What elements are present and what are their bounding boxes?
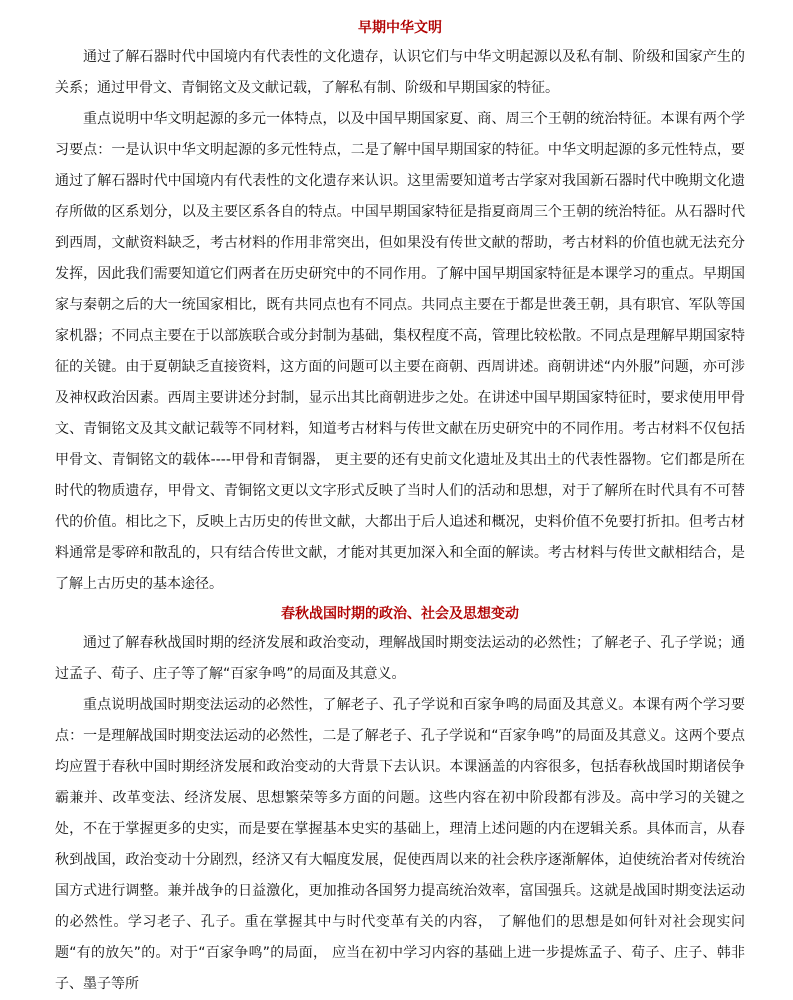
section-title: 春秋战国时期的政治、社会及思想变动: [281, 606, 519, 622]
paragraph: 通过了解石器时代中国境内有代表性的文化遗存，认识它们与中华文明起源以及私有制、阶级和国家产生的关系；通过甲骨文、青铜铭文及文献记载，了解私有制、阶级和早期国家的特征。: [55, 49, 745, 96]
paragraph: 重点说明中华文明起源的多元一体特点，以及中国早期国家夏、商、周三个王朝的统治特征。本课有两个学习要点：一是认识中华文明起源的多元性特点，二是了解中国早期国家的特征。中华文明起源的多元性特点，要通过了解石器时代中国境内有代表性的文化遗存来认识。这里需要知道考古学家对我国新石器时代中晚期文化遗存所做的区系划分，以及主要区系各自的特点。中国早期国家特征是指夏商周三个王朝的统治特征。从石器时代到西周，文献资料缺乏，考古材料的作用非常突出，但如果没有传世文献的帮助，考古材料的价值也就无法充分发挥，因此我们需要知道它们两者在历史研究中的不同作用。了解中国早期国家特征是本课学习的重点。早期国家与秦朝之后的大一统国家相比，既有共同点也有不同点。共同点主要在于都是世袭王朝，具有职官、军队等国家机器；不同点主要在于以部族联合或分封制为基础，集权程度不高，管理比较松散。不同点是理解早期国家特征的关键。由于夏朝缺乏直接资料，这方面的问题可以主要在商朝、西周讲述。商朝讲述“内外服”问题，亦可涉及神权政治因素。西周主要讲述分封制，显示出其比商朝进步之处。在讲述中国早期国家特征时，要求使用甲骨文、青铜铭文及其文献记载等不同材料，知道考古材料与传世文献在历史研究中的不同作用。考古材料不仅包括甲骨文、青铜铭文的载体----甲骨和青铜器， 更主要的还有史前文化遗址及其出土的代表性器物。它们都是所在时代的物质遗存，甲骨文、青铜铭文更以文字形式反映了当时人们的活动和思想，对于了解所在时代具有不可替代的价值。相比之下，反映上古历史的传世文献，大都出于后人追述和概况，史料价值不免要打折扣。但考古材料通常是零碎和散乱的，只有结合传世文献，才能对其更加深入和全面的解读。考古材料与传世文献相结合，是了解上古历史的基本途径。: [55, 111, 745, 592]
document-page: [55, 14, 745, 1000]
paragraph: 重点说明战国时期变法运动的必然性，了解老子、孔子学说和百家争鸣的局面及其意义。本课有两个学习要点：一是理解战国时期变法运动的必然性，二是了解老子、孔子学说和“百家争鸣”的局面及其意义。这两个要点均应置于春秋中国时期经济发展和政治变动的大背景下去认识。本课涵盖的内容很多，包括春秋战国时期诸侯争霸兼并、改革变法、经济发展、思想繁荣等多方面的问题。这些内容在初中阶段都有涉及。高中学习的关键之处，不在于掌握更多的史实，而是要在掌握基本史实的基础上，理清上述问题的内在逻辑关系。具体而言，从春秋到战国，政治变动十分剧烈，经济又有大幅度发展，促使西周以来的社会秩序逐渐解体，迫使统治者对传统治国方式进行调整。兼并战争的日益激化，更加推动各国努力提高统治效率，富国强兵。这就是战国时期变法运动的必然性。学习老子、孔子。重在掌握其中与时代变革有关的内容， 了解他们的思想是如何针对社会现实问题“有的放矢”的。对于“百家争鸣”的局面， 应当在初中学习内容的基础上进一步提炼孟子、荀子、庄子、韩非子、墨子等所: [55, 697, 745, 992]
paragraph: 通过了解春秋战国时期的经济发展和政治变动，理解战国时期变法运动的必然性；了解老子、孔子学说；通过孟子、荀子、庄子等了解“百家争鸣”的局面及其意义。: [55, 635, 745, 682]
section-title: 早期中华文明: [358, 20, 442, 36]
